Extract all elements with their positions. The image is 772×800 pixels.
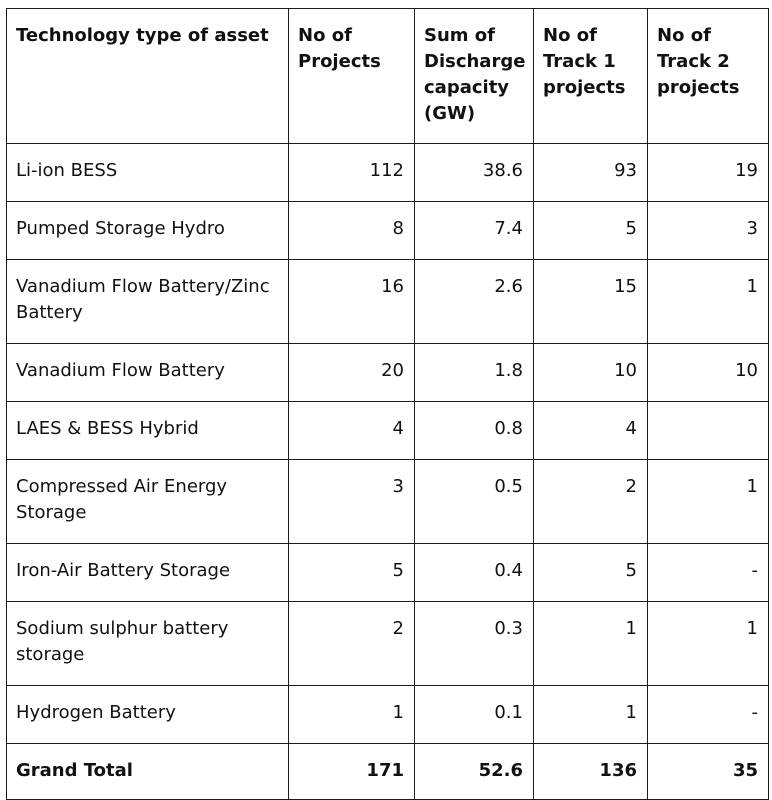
cell-discharge-capacity: 0.3 bbox=[415, 602, 534, 686]
table-row bbox=[7, 402, 769, 460]
cell-discharge-capacity: 0.5 bbox=[415, 460, 534, 544]
cell-track2: - bbox=[648, 686, 769, 744]
cell-track2 bbox=[648, 402, 769, 460]
header-track1-projects: No of Track 1 projects bbox=[534, 9, 648, 144]
technology-projects-table bbox=[6, 8, 769, 800]
table-row bbox=[7, 344, 769, 402]
cell-track1: 1 bbox=[534, 602, 648, 686]
cell-track1: 10 bbox=[534, 344, 648, 402]
cell-track1: 5 bbox=[534, 544, 648, 602]
cell-discharge-capacity: 0.4 bbox=[415, 544, 534, 602]
table-row bbox=[7, 202, 769, 260]
header-no-of-projects: No of Projects bbox=[289, 9, 415, 144]
cell-total-projects: 171 bbox=[289, 744, 415, 800]
cell-track2: 19 bbox=[648, 144, 769, 202]
cell-track1: 1 bbox=[534, 686, 648, 744]
cell-total-label: Grand Total bbox=[7, 744, 289, 800]
cell-track2: 3 bbox=[648, 202, 769, 260]
cell-track1: 15 bbox=[534, 260, 648, 344]
cell-discharge-capacity: 0.1 bbox=[415, 686, 534, 744]
cell-discharge-capacity: 2.6 bbox=[415, 260, 534, 344]
header-discharge-capacity: Sum of Discharge capacity (GW) bbox=[415, 9, 534, 144]
header-row bbox=[7, 9, 769, 144]
cell-track1: 93 bbox=[534, 144, 648, 202]
cell-discharge-capacity: 7.4 bbox=[415, 202, 534, 260]
cell-technology: Vanadium Flow Battery bbox=[7, 344, 289, 402]
cell-no-of-projects: 4 bbox=[289, 402, 415, 460]
cell-technology: Iron-Air Battery Storage bbox=[7, 544, 289, 602]
table-row bbox=[7, 602, 769, 686]
cell-discharge-capacity: 38.6 bbox=[415, 144, 534, 202]
cell-discharge-capacity: 0.8 bbox=[415, 402, 534, 460]
cell-no-of-projects: 3 bbox=[289, 460, 415, 544]
cell-technology: Sodium sulphur battery storage bbox=[7, 602, 289, 686]
cell-no-of-projects: 1 bbox=[289, 686, 415, 744]
cell-no-of-projects: 8 bbox=[289, 202, 415, 260]
cell-technology: Pumped Storage Hydro bbox=[7, 202, 289, 260]
cell-no-of-projects: 112 bbox=[289, 144, 415, 202]
cell-track2: 10 bbox=[648, 344, 769, 402]
cell-technology: Hydrogen Battery bbox=[7, 686, 289, 744]
cell-total-track2: 35 bbox=[648, 744, 769, 800]
header-technology-type: Technology type of asset bbox=[7, 9, 289, 144]
table-row bbox=[7, 686, 769, 744]
table-row bbox=[7, 260, 769, 344]
table-row bbox=[7, 460, 769, 544]
cell-track2: 1 bbox=[648, 260, 769, 344]
table-row bbox=[7, 144, 769, 202]
cell-total-track1: 136 bbox=[534, 744, 648, 800]
cell-track1: 5 bbox=[534, 202, 648, 260]
cell-technology: LAES & BESS Hybrid bbox=[7, 402, 289, 460]
cell-track1: 2 bbox=[534, 460, 648, 544]
cell-total-discharge-capacity: 52.6 bbox=[415, 744, 534, 800]
cell-no-of-projects: 2 bbox=[289, 602, 415, 686]
cell-track2: 1 bbox=[648, 602, 769, 686]
cell-track1: 4 bbox=[534, 402, 648, 460]
cell-no-of-projects: 5 bbox=[289, 544, 415, 602]
cell-technology: Compressed Air Energy Storage bbox=[7, 460, 289, 544]
cell-track2: 1 bbox=[648, 460, 769, 544]
cell-no-of-projects: 16 bbox=[289, 260, 415, 344]
table-row bbox=[7, 544, 769, 602]
cell-technology: Li-ion BESS bbox=[7, 144, 289, 202]
grand-total-row bbox=[7, 744, 769, 800]
cell-technology: Vanadium Flow Battery/Zinc Battery bbox=[7, 260, 289, 344]
cell-track2: - bbox=[648, 544, 769, 602]
cell-no-of-projects: 20 bbox=[289, 344, 415, 402]
header-track2-projects: No of Track 2 projects bbox=[648, 9, 769, 144]
cell-discharge-capacity: 1.8 bbox=[415, 344, 534, 402]
